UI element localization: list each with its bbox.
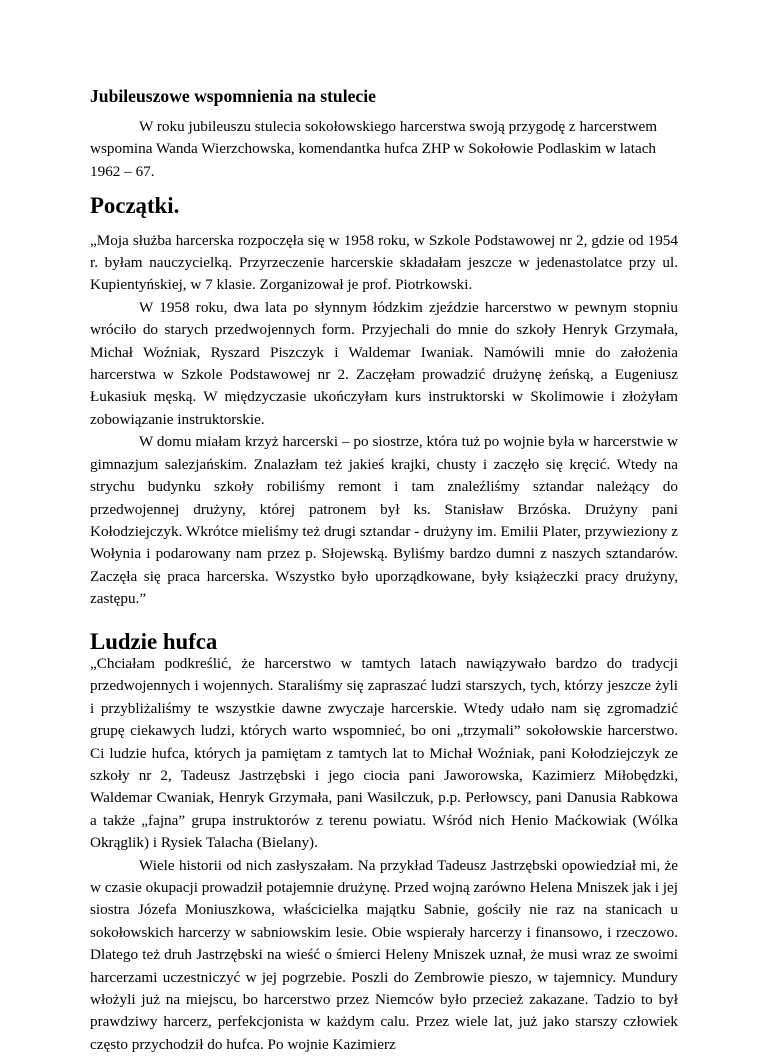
document-page <box>90 84 678 1056</box>
section-paragraph: Wiele historii od nich zasłyszałam. Na przykład Tadeusz Jastrzębski opowiedział mi, że w czasie okupacji prowadził potajemnie drużynę. Przed wojną zarówno Helena Mniszek jak i jej siostra Józefa Moniuszkowa, właścicielka majątku Sabnie, gościły nie raz na stanicach u sokołowskich harcerzy w sabniowskim lesie. Obie wspierały harcerzy i finansowo, i rzeczowo. Dlatego też druh Jastrzębski na wieść o śmierci Heleny Mniszek uznał, że musi wraz ze swoimi harcerzami uczestniczyć w jej pogrzebie. Poszli do Zembrowie pieszo, w tajemnicy. Mundury włożyli już na miejscu, bo harcerstwo przez Niemców było przecież zakazane. Tadzio to był prawdziwy harcerz, perfekcjonista w każdym calu. Przez wiele lat, już jako starszy człowiek często przychodził do hufca. Po wojnie Kazimierz <box>90 856 678 1053</box>
section-paragraph: „Moja służba harcerska rozpoczęła się w 1958 roku, w Szkole Podstawowej nr 2, gdzie od 1954 r. byłam nauczycielką. Przyrzeczenie harcerskie składałam jeszcze w jedenastolatce przy ul. Kupientyńskiej, w 7 klasie. Zorganizował je prof. Piotrkowski. <box>90 231 678 294</box>
section-paragraph: „Chciałam podkreślić, że harcerstwo w tamtych latach nawiązywało bardzo do tradycji przedwojennych i wojennych. Staraliśmy się zapraszać ludzi starszych, tych, którzy jeszcze żyli i przybliżaliśmy te wszystkie dawne zwyczaje harcerskie. Wtedy udało nam się zgromadzić grupę ciekawych ludzi, których warto wspomnieć, bo oni „trzymali” sokołowskie harcerstwo. Ci ludzie hufca, których ja pamiętam z tamtych lat to Michał Woźniak, pani Kołodziejczyk ze szkoły nr 2, Tadeusz Jastrzębski i jego ciocia pani Jaworowska, Kazimierz Miłobędzki, Waldemar Cwaniak, Henryk Grzymała, pani Wasilczuk, p.p. Perłowscy, pani Danusia Rabkowa a także „fajna” grupa instruktorów z terenu powiatu. Wśród nich Henio Maćkowiak (Wólka Okrąglik) i Rysiek Talacha (Bielany). <box>90 654 678 852</box>
document-title: Jubileuszowe wspomnienia na stulecie <box>90 86 376 106</box>
section-heading-ludzie-hufca: Ludzie hufca <box>90 628 218 654</box>
section-paragraph: W 1958 roku, dwa lata po słynnym łódzkim zjeździe harcerstwo w pewnym stopniu wróciło do starych przedwojennych form. Przyjechali do mnie do szkoły Henryk Grzymała, Michał Woźniak, Ryszard Piszczyk i Waldemar Iwaniak. Namówili mnie do założenia harcerstwa w Szkole Podstawowej nr 2. Zaczęłam prowadzić drużynę żeńską, a Eugeniusz Łukasiuk męską. W międzyczasie ukończyłam kurs instruktorski w Skolimowie i złożyłam zobowiązanie instruktorskie. <box>90 298 678 428</box>
intro-paragraph: W roku jubileuszu stulecia sokołowskiego harcerstwa swoją przygodę z harcerstwem wspomina Wanda Wierzchowska, komendantka hufca ZHP w Sokołowie Podlaskim w latach 1962 – 67. <box>90 118 658 180</box>
section-paragraph: W domu miałam krzyż harcerski – po siostrze, która tuż po wojnie była w harcerstwie w gimnazjum salezjańskim. Znalazłam też jakieś krajki, chusty i zaczęło się kręcić. Wtedy na strychu budynku szkoły robiliśmy remont i tam znaleźliśmy sztandar należący do przedwojennej drużyny, której patronem był ks. Stanisław Brzóska. Drużyny pani Kołodziejczyk. Wkrótce mieliśmy też drugi sztandar - drużyny im. Emilii Plater, przywieziony z Wołynia i podarowany nam przez p. Słojewską. Byliśmy bardzo dumni z naszych sztandarów. Zaczęła się praca harcerska. Wszystko było uporządkowane, były książeczki pracy drużyny, zastępu.” <box>90 433 678 608</box>
section-heading-poczatki: Początki. <box>90 193 180 219</box>
